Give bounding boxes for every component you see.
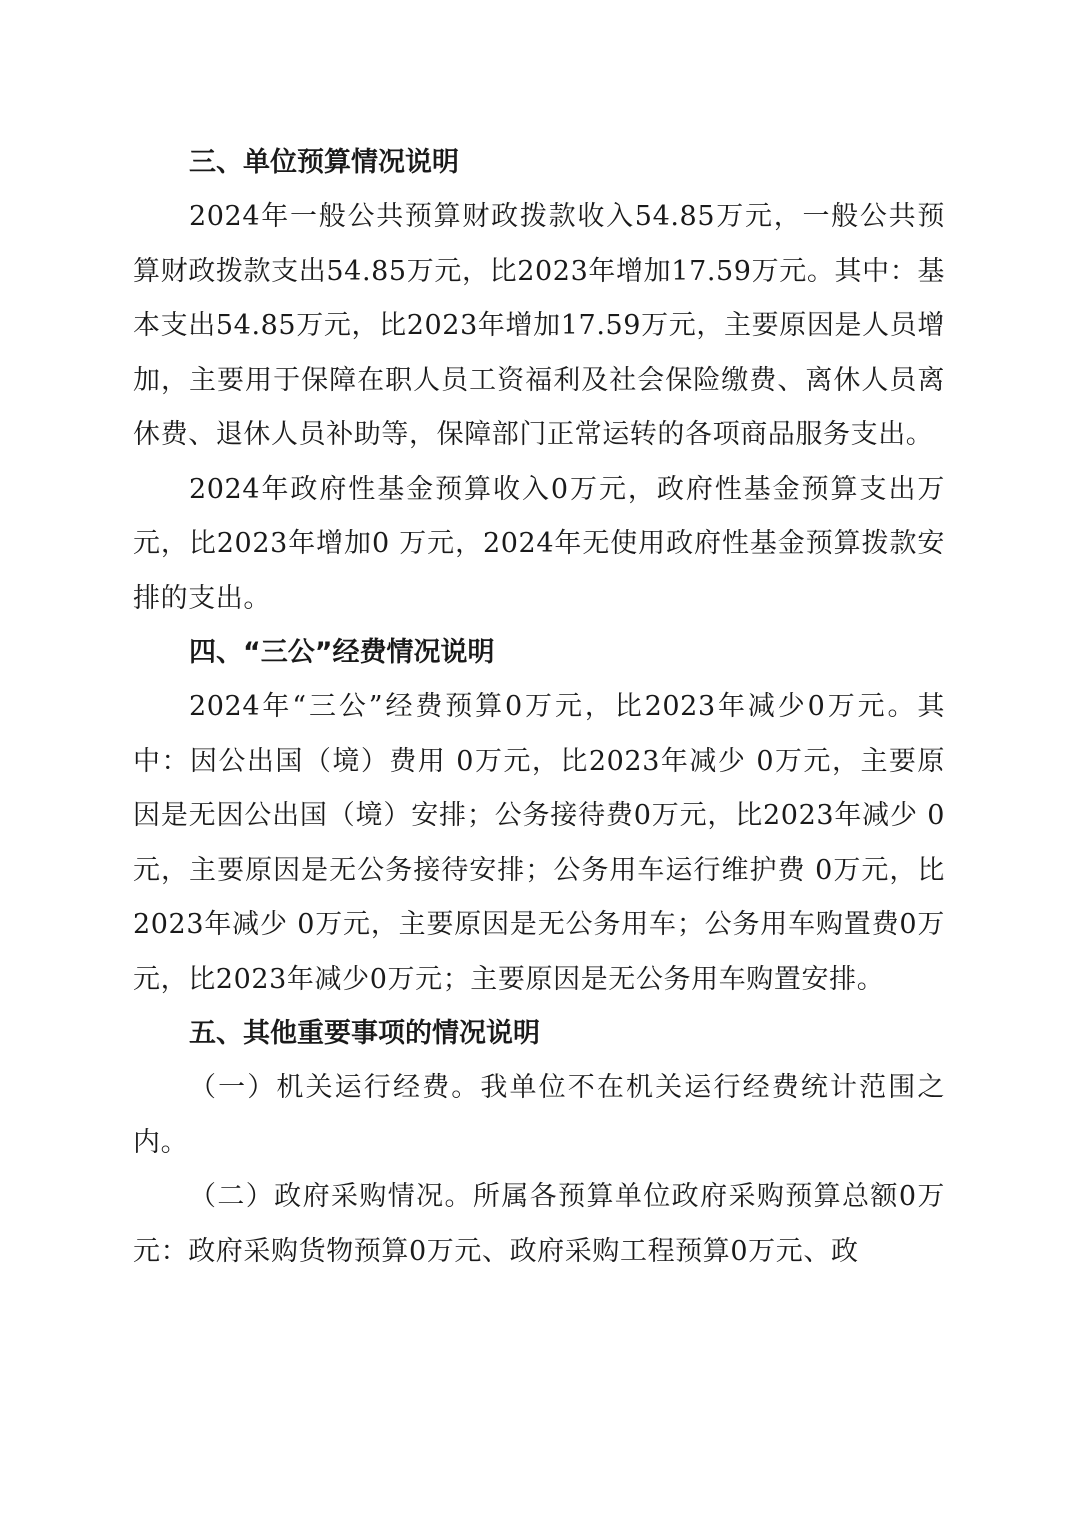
paragraph-general-budget: 2024年一般公共预算财政拨款收入54.85万元，一般公共预算财政拨款支出54.85万元，比2023年增加17.59万元。其中：基本支出54.85万元，比2023年增加17.59万元，主要原因是人员增加，主要用于保障在职人员工资福利及社会保险缴费、离休人员离休费、退休人员补助等，保障部门正常运转的各项商品服务支出。	[133, 201, 945, 450]
paragraph-three-public: 2024年“三公”经费预算0万元，比2023年减少0万元。其中：因公出国（境）费用 0万元，比2023年减少 0万元，主要原因是无因公出国（境）安排；公务接待费0万元，比2023年减少 0元，主要原因是无公务接待安排；公务用车运行维护费 0万元，比2023年减少 0万元，主要原因是无公务用车；公务用车购置费0万元，比2023年减少0万元；主要原因是无公务用车购置安排。	[133, 691, 945, 995]
paragraph-operating-funds: （一）机关运行经费。我单位不在机关运行经费统计范围之内。	[133, 1072, 945, 1158]
paragraph-procurement: （二）政府采购情况。所属各预算单位政府采购预算总额0万元：政府采购货物预算0万元、政府采购工程预算0万元、政	[133, 1181, 945, 1267]
section-heading-other-matters: 五、其他重要事项的情况说明	[189, 1018, 540, 1049]
paragraph-fund-budget: 2024年政府性基金预算收入0万元，政府性基金预算支出万元，比2023年增加0 万元，2024年无使用政府性基金预算拨款安排的支出。	[133, 473, 945, 614]
document-page	[133, 136, 945, 1279]
section-heading-three-public: 四、“三公”经费情况说明	[189, 637, 495, 668]
section-heading-budget: 三、单位预算情况说明	[189, 147, 459, 178]
